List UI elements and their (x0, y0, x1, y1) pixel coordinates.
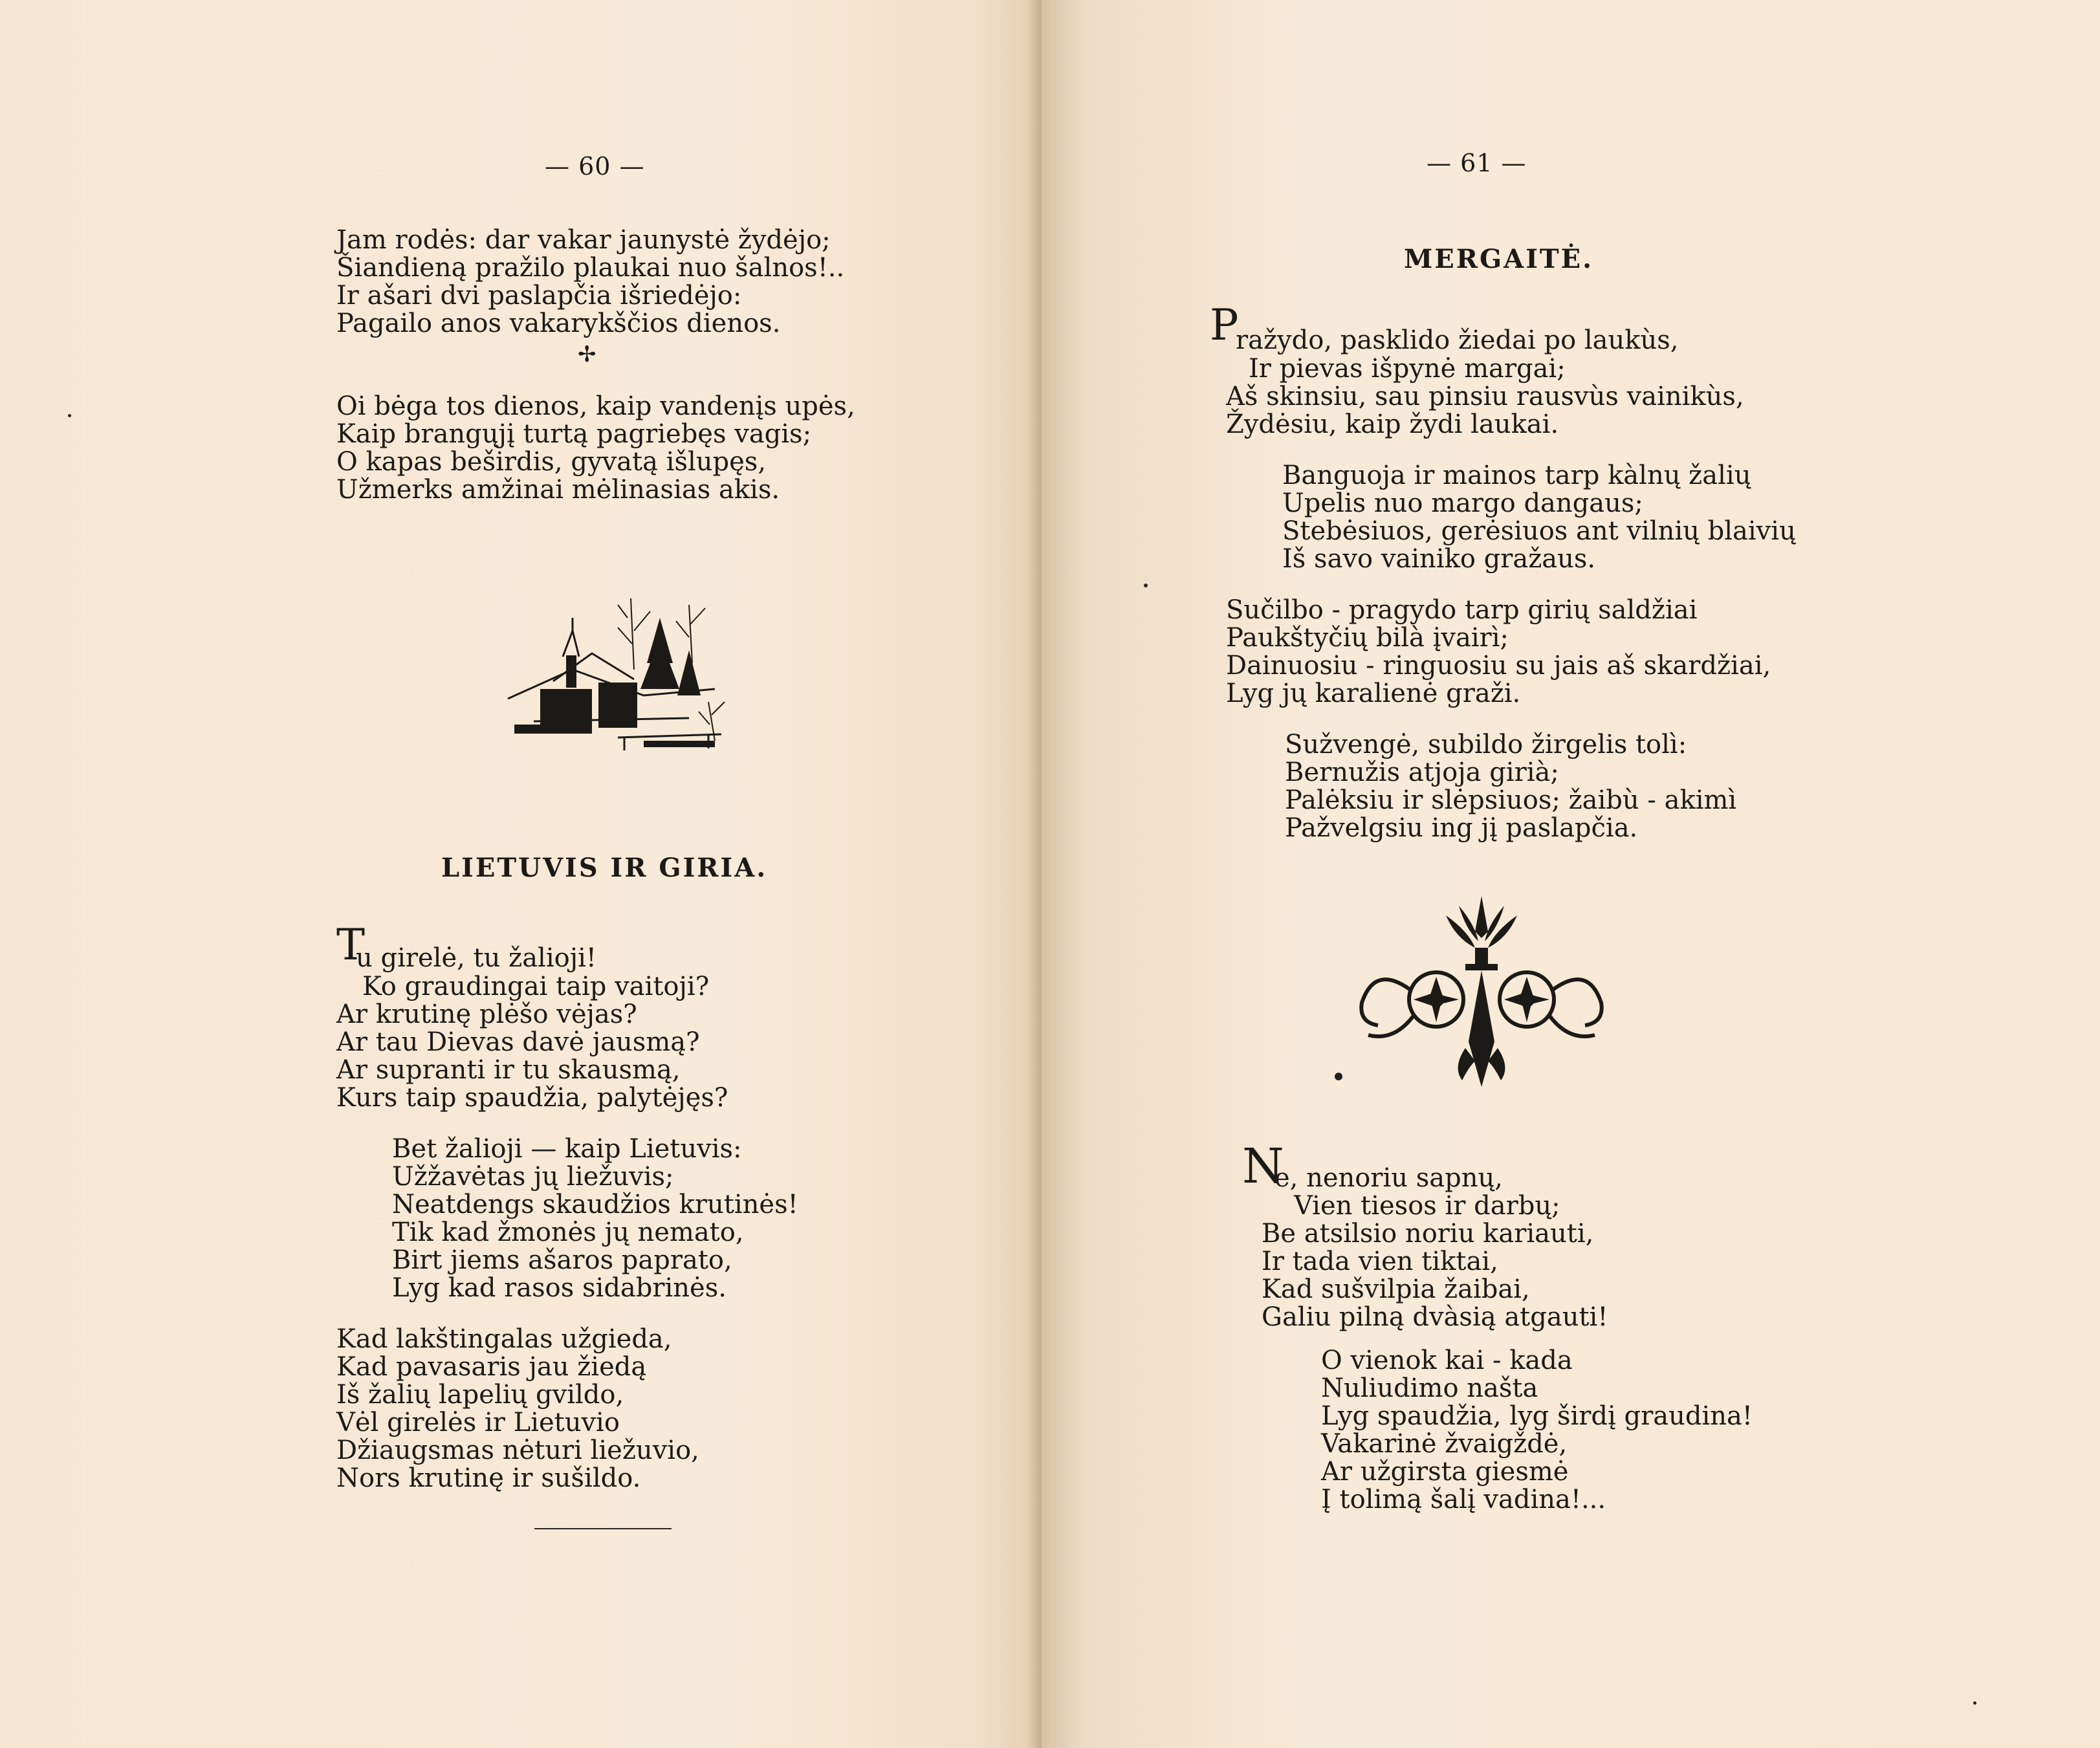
verse-line: ražydo, pasklido žiedai po laukùs, (1236, 325, 1679, 355)
winter-village-vignette-icon (495, 592, 734, 754)
verse-line: Palėksiu ir slėpsiuos; žaibù - akimì (1285, 785, 1737, 815)
floral-ornament-icon (1349, 893, 1614, 1087)
poem-title: MERGAITĖ. (1404, 244, 1594, 274)
paper-speck (1973, 1701, 1976, 1705)
drop-cap: N (1242, 1139, 1284, 1194)
verse-line: Vakarinė žvaigždė, (1321, 1429, 1568, 1459)
verse-line: Iš žalių lapelių gvildo, (336, 1380, 624, 1410)
verse-line: Banguoja ir mainos tarp kàlnų žalių (1282, 461, 1751, 490)
verse-line: Užmerks amžinai mėlinasias akis. (336, 475, 780, 505)
verse-line: Žydėsiu, kaip žydi laukai. (1226, 410, 1559, 439)
verse-line: Ar supranti ir tu skausmą, (336, 1055, 681, 1085)
verse-line: Nors krutinę ir sušildo. (336, 1463, 641, 1493)
verse-line: u girelė, tu žalioji! (356, 943, 596, 973)
paper-speck (1144, 584, 1148, 587)
verse-line: Šiandieną pražilo plaukai nuo šalnos!.. (336, 253, 845, 283)
verse-line: Kaip brangųjį turtą pagriebęs vagis; (336, 419, 812, 449)
verse-line: O vienok kai - kada (1321, 1346, 1573, 1375)
verse-line: Oi bėga tos dienos, kaip vandenįs upės, (336, 391, 855, 421)
verse-line: O kapas beširdis, gyvatą išlupęs, (336, 447, 767, 477)
verse-line: Ir tada vien tiktai, (1262, 1247, 1498, 1276)
verse-line: Ar užgirsta giesmė (1321, 1457, 1569, 1487)
right-page (1042, 0, 2100, 1748)
verse-line: Ar tau Dievas davė jausmą? (336, 1027, 700, 1057)
verse-line: Jam rodės: dar vakar jaunystė žydėjo; (336, 225, 831, 255)
verse-line: Neatdengs skaudžios krutinės! (392, 1190, 798, 1219)
verse-line: Kad sušvilpia žaibai, (1262, 1274, 1530, 1304)
verse-line: Kad pavasaris jau žiedą (336, 1352, 647, 1382)
page-number-left: — 60 — (545, 152, 645, 180)
verse-line: e, nenoriu sapnų, (1274, 1163, 1503, 1193)
verse-line: Užžavėtas jų liežuvis; (392, 1162, 674, 1192)
verse-line: Sučilbo - pragydo tarp girių saldžiai (1226, 595, 1698, 625)
verse-line: Lyg spaudžia, lyg širdį graudina! (1321, 1401, 1753, 1431)
verse-line: Lyg kad rasos sidabrinės. (392, 1273, 727, 1303)
verse-line: Ko graudingai taip vaitoji? (362, 972, 710, 1001)
verse-line: Nuliudimo našta (1321, 1373, 1538, 1403)
verse-line: Pažvelgsiu ing jį paslapčia. (1285, 813, 1638, 843)
verse-line: Bet žalioji — kaip Lietuvis: (392, 1134, 742, 1164)
drop-cap: P (1210, 300, 1239, 350)
verse-line: Ar krutinę plėšo vėjas? (336, 1000, 637, 1029)
verse-line: Be atsilsio noriu kariauti, (1262, 1219, 1594, 1249)
verse-line: Sužvengė, subildo žirgelis tolì: (1285, 730, 1687, 759)
verse-line: Stebėsiuos, gerėsiuos ant vilnių blaivių (1282, 516, 1796, 546)
verse-line: Vien tiesos ir darbų; (1294, 1191, 1560, 1221)
section-separator: ✢ (578, 342, 596, 367)
verse-line: Ir ašari dvi paslapčia išriedėjo: (336, 281, 742, 311)
verse-line: Džiaugsmas nėturi liežuvio, (336, 1436, 699, 1465)
poem-title: LIETUVIS IR GIRIA. (441, 853, 768, 883)
verse-line: Birt jiems ašaros paprato, (392, 1245, 732, 1275)
verse-line: Į tolimą šalį vadina!... (1321, 1485, 1606, 1514)
verse-line: Kad lakštingalas užgieda, (336, 1324, 672, 1354)
end-rule (534, 1528, 672, 1529)
verse-line: Paukštyčių bilà įvairì; (1226, 623, 1509, 653)
verse-line: Upelis nuo margo dangaus; (1282, 488, 1643, 518)
verse-line: Galiu pilną dvàsią atgauti! (1262, 1302, 1608, 1332)
verse-line: Ir pievas išpynė margai; (1249, 354, 1566, 384)
verse-line: Kurs taip spaudžia, palytėjęs? (336, 1083, 728, 1113)
verse-line: Pagailo anos vakarykščios dienos. (336, 309, 781, 338)
page-number-right: — 61 — (1427, 149, 1527, 177)
verse-line: Tik kad žmonės jų nemato, (392, 1218, 744, 1247)
verse-line: Vėl girelės ir Lietuvio (336, 1408, 620, 1437)
paper-speck (1335, 1073, 1342, 1080)
verse-line: Bernužis atjoja girià; (1285, 758, 1559, 787)
verse-line: Dainuosiu - ringuosiu su jais aš skardžiai, (1226, 651, 1771, 681)
paper-speck (68, 414, 71, 417)
verse-line: Lyg jų karalienė graži. (1226, 679, 1521, 708)
left-page (0, 0, 1042, 1748)
drop-cap: T (336, 920, 366, 970)
verse-line: Iš savo vainiko gražaus. (1282, 544, 1596, 574)
verse-line: Aš skinsiu, sau pinsiu rausvùs vainikùs, (1226, 382, 1744, 411)
